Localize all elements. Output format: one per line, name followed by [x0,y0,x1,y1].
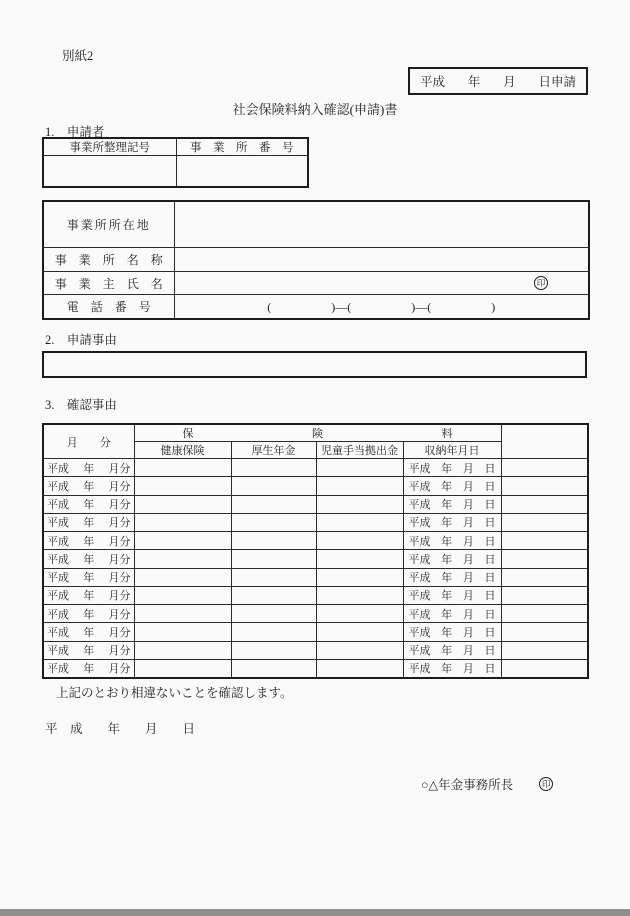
year-label: 年 [467,75,481,89]
receipt-day: 日 [484,462,496,475]
receipt-month: 月 [462,645,474,658]
health-amount-cell [134,605,231,623]
receipt-year: 年 [441,499,453,512]
receipt-era: 平成 [408,626,431,639]
confirmation-row [43,550,588,568]
month-column-header: 月 分 [43,424,134,459]
pension-amount-cell [231,495,316,513]
phone-value-cell: ( )―( )―( ) [174,295,589,320]
receipt-year: 年 [441,553,453,566]
office-location-row [43,201,589,248]
month-year: 年 [83,572,95,585]
confirmation-row [43,568,588,586]
receipt-date-cell [403,550,501,568]
pension-amount-cell [231,532,316,550]
receipt-year: 年 [441,462,453,475]
confirmation-row [43,532,588,550]
health-amount-cell [134,586,231,604]
month-era: 平成 [47,480,69,493]
month-monthfor: 月分 [108,663,131,676]
receipt-date-text [404,533,501,549]
child-amount-cell [316,532,403,550]
receipt-date-cell [403,532,501,550]
receipt-day: 日 [484,572,496,585]
health-amount-cell [134,532,231,550]
confirmation-row [43,495,588,513]
appendix-label: 別紙2 [62,49,94,63]
child-allowance-header: 児童手当拠出金 [316,442,403,459]
office-name-row [43,248,589,272]
scan-edge [0,909,630,916]
month-cell [43,623,134,641]
confirmation-row [43,623,588,641]
confirmation-statement: 上記のとおり相違ないことを確認します。 [56,686,293,700]
receipt-day: 日 [484,626,496,639]
receipt-date-cell [403,477,501,495]
receipt-year: 年 [441,608,453,621]
month-cell-text [44,660,134,676]
owner-seal-icon: 印 [534,276,548,290]
receipt-month: 月 [462,590,474,603]
receipt-day: 日 [484,535,496,548]
receipt-date-text [404,496,501,512]
month-year: 年 [83,645,95,658]
note-cell [501,550,588,568]
month-year: 年 [83,462,95,475]
month-cell [43,513,134,531]
phone-label: 電 話 番 号 [43,295,174,320]
month-cell [43,641,134,659]
month-monthfor: 月分 [108,590,131,603]
pension-amount-cell [231,586,316,604]
receipt-date-text [404,551,501,567]
month-year: 年 [83,626,95,639]
month-era: 平成 [47,517,69,530]
note-cell [501,513,588,531]
pension-amount-cell [231,659,316,678]
pension-amount-cell [231,623,316,641]
receipt-month: 月 [462,608,474,621]
receipt-year: 年 [441,480,453,493]
application-reason-box [42,351,587,378]
note-cell [501,532,588,550]
office-number-header: 事 業 所 番 号 [176,138,308,156]
note-cell [501,495,588,513]
health-amount-cell [134,623,231,641]
receipt-month: 月 [462,535,474,548]
office-code-header: 事業所整理記号 [43,138,176,156]
office-location-value-cell [174,201,589,248]
month-cell-text [44,606,134,622]
month-year: 年 [83,517,95,530]
director-title: ○△年金事務所長 [421,778,514,792]
receipt-era: 平成 [408,572,431,585]
month-cell-text [44,496,134,512]
month-era: 平成 [47,590,69,603]
health-amount-cell [134,550,231,568]
pension-amount-cell [231,513,316,531]
health-amount-cell [134,641,231,659]
note-cell [501,605,588,623]
month-monthfor: 月分 [108,535,131,548]
month-label: 月 [503,75,516,89]
receipt-month: 月 [462,462,474,475]
director-seal-icon: 印 [539,777,553,791]
day-apply-label: 日申請 [538,75,576,89]
month-cell-text [44,460,134,476]
receipt-month: 月 [462,499,474,512]
child-amount-cell [316,550,403,568]
receipt-year: 年 [441,572,453,585]
receipt-day: 日 [484,645,496,658]
month-cell-text [44,551,134,567]
receipt-day: 日 [484,663,496,676]
month-cell [43,477,134,495]
receipt-month: 月 [462,626,474,639]
receipt-era: 平成 [408,645,431,658]
month-monthfor: 月分 [108,462,131,475]
document-title: 社会保険料納入確認(申請)書 [232,102,398,117]
confirmation-row [43,459,588,477]
receipt-date-cell [403,605,501,623]
receipt-date-text [404,587,501,603]
section-2-heading: 2. 申請事由 [45,333,117,347]
receipt-day: 日 [484,480,496,493]
month-year: 年 [83,499,95,512]
month-era: 平成 [47,608,69,621]
month-era: 平成 [47,462,69,475]
receipt-day: 日 [484,608,496,621]
pension-amount-cell [231,605,316,623]
month-cell-text [44,569,134,585]
pension-amount-cell [231,459,316,477]
receipt-date-cell [403,641,501,659]
child-amount-cell [316,623,403,641]
month-cell [43,659,134,678]
confirmation-header-row-1 [43,424,588,442]
confirmation-row [43,659,588,678]
section-1-heading: 1. 申請者 [45,125,105,139]
receipt-era: 平成 [408,553,431,566]
health-amount-cell [134,459,231,477]
receipt-era: 平成 [408,499,431,512]
receipt-month: 月 [462,517,474,530]
receipt-date-text [404,642,501,658]
month-monthfor: 月分 [108,499,131,512]
pension-header: 厚生年金 [231,442,316,459]
pension-amount-cell [231,550,316,568]
month-monthfor: 月分 [108,645,131,658]
child-amount-cell [316,641,403,659]
month-cell-text [44,514,134,530]
child-amount-cell [316,605,403,623]
receipt-year: 年 [441,590,453,603]
pension-amount-cell [231,568,316,586]
month-era: 平成 [47,626,69,639]
receipt-date-text [404,460,501,476]
receipt-era: 平成 [408,517,431,530]
month-era: 平成 [47,645,69,658]
confirmation-row [43,513,588,531]
director-signature-line [421,775,553,793]
child-amount-cell [316,513,403,531]
receipt-date-cell [403,495,501,513]
note-cell [501,459,588,477]
confirmation-row [43,477,588,495]
month-cell-text [44,624,134,640]
month-year: 年 [83,663,95,676]
receipt-day: 日 [484,517,496,530]
office-number-value-cell [176,156,308,188]
month-cell [43,568,134,586]
pension-amount-cell [231,477,316,495]
health-amount-cell [134,477,231,495]
office-code-value-cell [43,156,176,188]
office-name-value-cell [174,248,589,272]
month-year: 年 [83,535,95,548]
month-era: 平成 [47,499,69,512]
month-year: 年 [83,608,95,621]
month-year: 年 [83,480,95,493]
confirmation-row [43,605,588,623]
month-era: 平成 [47,553,69,566]
receipt-day: 日 [484,499,496,512]
receipt-date-text [404,606,501,622]
office-id-header-row [43,138,308,156]
month-monthfor: 月分 [108,572,131,585]
month-cell-text [44,587,134,603]
receipt-year: 年 [441,535,453,548]
month-cell [43,495,134,513]
note-cell [501,568,588,586]
receipt-date-header: 収納年月日 [403,442,501,459]
receipt-date-cell [403,513,501,531]
footer-date-line: 平 成 年 月 日 [45,722,196,736]
receipt-day: 日 [484,590,496,603]
health-amount-cell [134,568,231,586]
month-cell [43,459,134,477]
office-id-value-row [43,156,308,188]
note-cell [501,477,588,495]
health-insurance-header: 健康保険 [134,442,231,459]
receipt-date-text [404,660,501,676]
application-date-box [408,67,588,95]
era-label: 平成 [420,75,446,89]
office-name-label: 事 業 所 名 称 [43,248,174,272]
month-era: 平成 [47,572,69,585]
receipt-month: 月 [462,480,474,493]
receipt-era: 平成 [408,663,431,676]
month-era: 平成 [47,535,69,548]
confirmation-row [43,641,588,659]
applicant-detail-table [42,200,590,320]
receipt-date-text [404,478,501,494]
child-amount-cell [316,459,403,477]
month-monthfor: 月分 [108,626,131,639]
month-monthfor: 月分 [108,517,131,530]
receipt-date-cell [403,568,501,586]
child-amount-cell [316,477,403,495]
receipt-era: 平成 [408,535,431,548]
receipt-year: 年 [441,517,453,530]
receipt-year: 年 [441,626,453,639]
month-year: 年 [83,553,95,566]
receipt-era: 平成 [408,608,431,621]
receipt-month: 月 [462,572,474,585]
confirmation-row [43,586,588,604]
month-monthfor: 月分 [108,608,131,621]
receipt-date-text [404,569,501,585]
receipt-month: 月 [462,553,474,566]
owner-name-row [43,272,589,295]
receipt-date-text [404,514,501,530]
receipt-date-cell [403,459,501,477]
month-cell [43,605,134,623]
section-3-heading: 3. 確認事由 [45,398,117,412]
month-cell-text [44,533,134,549]
receipt-era: 平成 [408,480,431,493]
month-cell [43,532,134,550]
receipt-day: 日 [484,553,496,566]
receipt-year: 年 [441,663,453,676]
child-amount-cell [316,495,403,513]
month-cell [43,586,134,604]
health-amount-cell [134,513,231,531]
receipt-date-cell [403,659,501,678]
child-amount-cell [316,568,403,586]
month-year: 年 [83,590,95,603]
owner-name-label: 事 業 主 氏 名 [43,272,174,295]
health-amount-cell [134,495,231,513]
month-cell [43,550,134,568]
note-cell [501,586,588,604]
month-era: 平成 [47,663,69,676]
premium-group-header: 保 険 料 [134,424,501,442]
pension-amount-cell [231,641,316,659]
receipt-year: 年 [441,645,453,658]
note-cell [501,623,588,641]
receipt-date-cell [403,623,501,641]
receipt-date-cell [403,586,501,604]
month-cell-text [44,642,134,658]
receipt-era: 平成 [408,462,431,475]
month-monthfor: 月分 [108,480,131,493]
blank-column-header [501,424,588,459]
month-cell-text [44,478,134,494]
receipt-month: 月 [462,663,474,676]
office-location-label: 事業所所在地 [43,201,174,248]
child-amount-cell [316,659,403,678]
child-amount-cell [316,586,403,604]
office-id-table [42,137,309,188]
receipt-era: 平成 [408,590,431,603]
receipt-date-text [404,624,501,640]
note-cell [501,641,588,659]
phone-row [43,295,589,320]
confirmation-table [42,423,589,679]
month-monthfor: 月分 [108,553,131,566]
note-cell [501,659,588,678]
health-amount-cell [134,659,231,678]
owner-name-value-cell [174,272,589,295]
